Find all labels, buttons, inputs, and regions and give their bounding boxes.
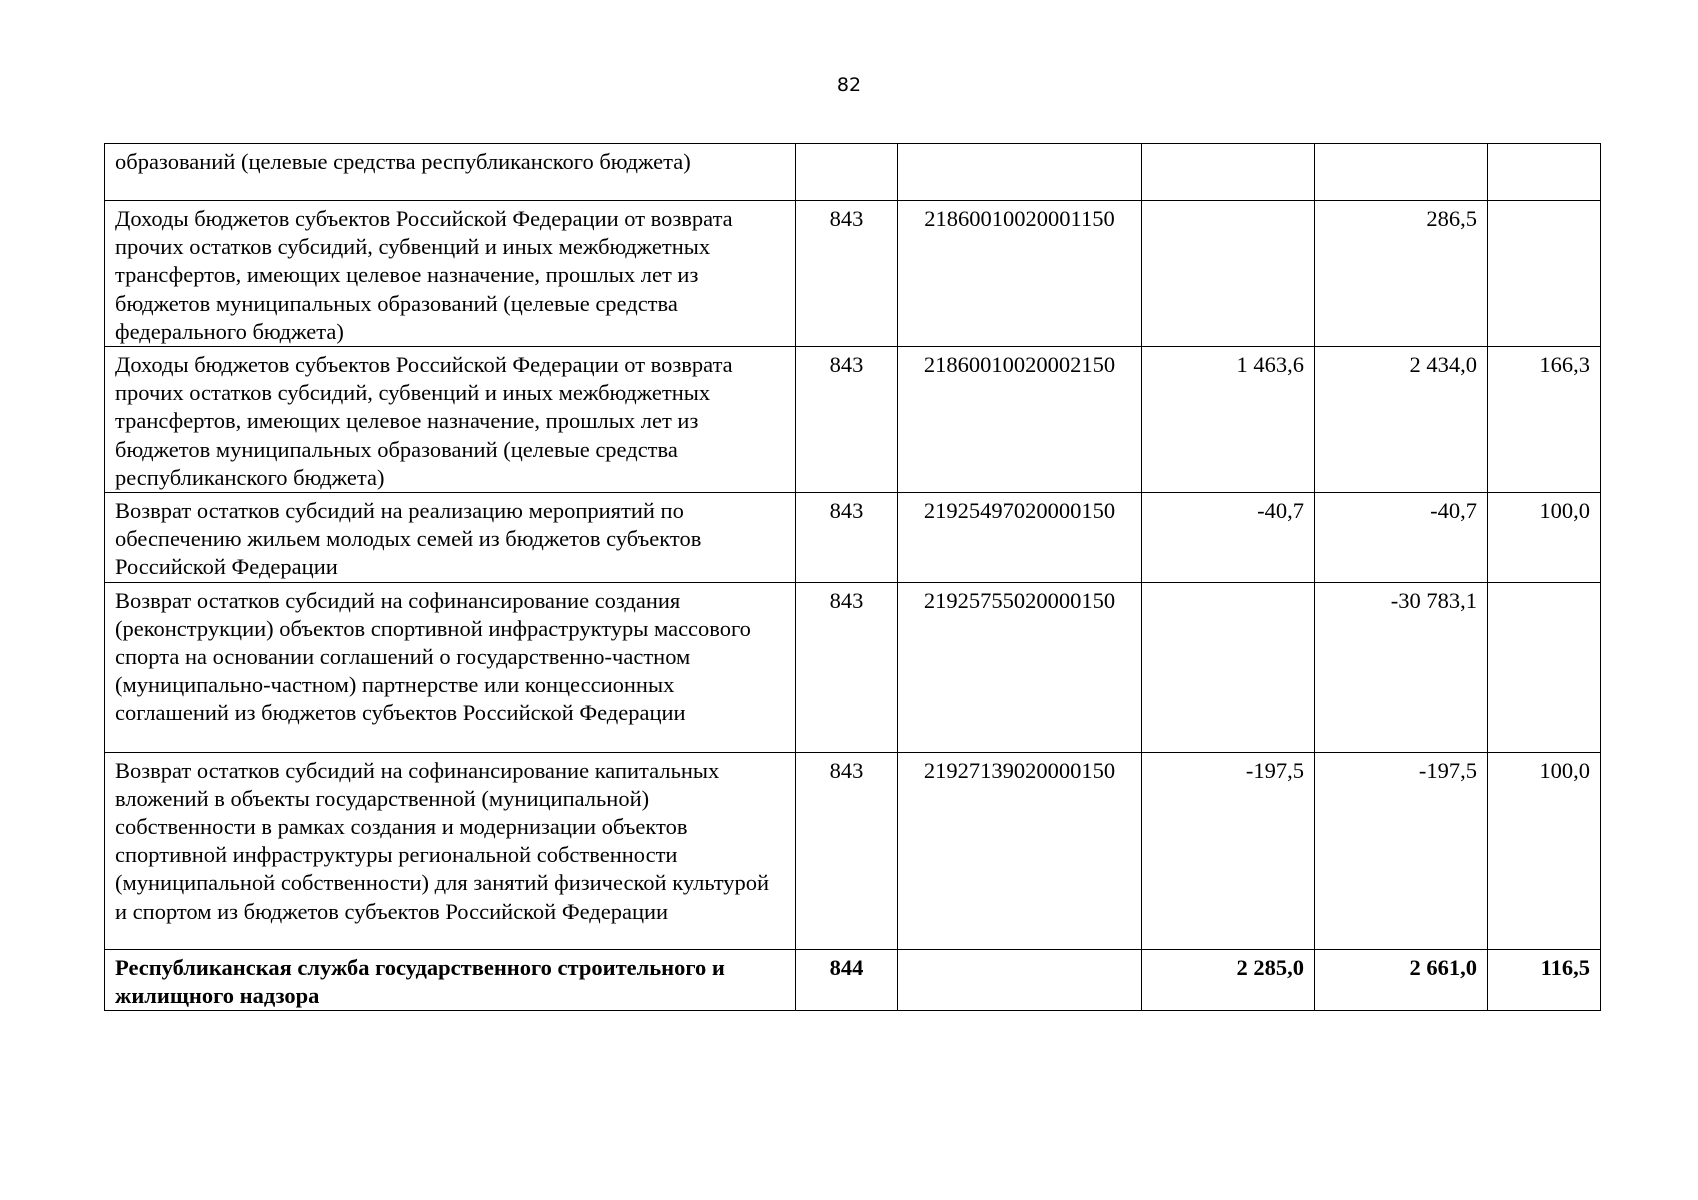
row-actual-value: -30 783,1 xyxy=(1315,582,1488,752)
row-plan-value: 2 285,0 xyxy=(1142,949,1315,1010)
row-actual-value xyxy=(1315,144,1488,201)
row-percent-value: 100,0 xyxy=(1488,752,1601,949)
row-description: Возврат остатков субсидий на софинансирование капитальных вложений в объекты государственной (муниципальной) собственности в рамках создания и модернизации объектов спортивной инфраструктуры региональной собственности (муниципальной собственности) для занятий физической культурой и спортом из бюджетов субъектов Российской Федерации xyxy=(105,752,796,949)
table-row xyxy=(105,582,1601,752)
table-row-total xyxy=(105,949,1601,1010)
row-plan-value xyxy=(1142,144,1315,201)
row-actual-value: 286,5 xyxy=(1315,201,1488,347)
row-admin-code: 844 xyxy=(796,949,898,1010)
row-budget-code: 21925497020000150 xyxy=(898,493,1142,583)
row-description: Доходы бюджетов субъектов Российской Федерации от возврата прочих остатков субсидий, субвенций и иных межбюджетных трансфертов, имеющих целевое назначение, прошлых лет из бюджетов муниципальных образований (целевые средства республиканского бюджета) xyxy=(105,347,796,493)
row-admin-code xyxy=(796,144,898,201)
page-number: 82 xyxy=(836,74,862,96)
row-plan-value: -40,7 xyxy=(1142,493,1315,583)
row-percent-value: 116,5 xyxy=(1488,949,1601,1010)
row-admin-code: 843 xyxy=(796,493,898,583)
row-admin-code: 843 xyxy=(796,752,898,949)
row-budget-code: 21927139020000150 xyxy=(898,752,1142,949)
row-actual-value: 2 661,0 xyxy=(1315,949,1488,1010)
row-budget-code: 21860010020001150 xyxy=(898,201,1142,347)
budget-table xyxy=(104,143,1601,1011)
row-plan-value xyxy=(1142,582,1315,752)
row-admin-code: 843 xyxy=(796,582,898,752)
row-percent-value xyxy=(1488,144,1601,201)
row-actual-value: 2 434,0 xyxy=(1315,347,1488,493)
row-plan-value xyxy=(1142,201,1315,347)
row-plan-value: -197,5 xyxy=(1142,752,1315,949)
row-description: Доходы бюджетов субъектов Российской Федерации от возврата прочих остатков субсидий, субвенций и иных межбюджетных трансфертов, имеющих целевое назначение, прошлых лет из бюджетов муниципальных образований (целевые средства федерального бюджета) xyxy=(105,201,796,347)
row-description: Возврат остатков субсидий на реализацию мероприятий по обеспечению жильем молодых семей из бюджетов субъектов Российской Федерации xyxy=(105,493,796,583)
table-row xyxy=(105,347,1601,493)
row-description: Республиканская служба государственного строительного и жилищного надзора xyxy=(105,949,796,1010)
row-admin-code: 843 xyxy=(796,201,898,347)
row-description: образований (целевые средства республиканского бюджета) xyxy=(105,144,796,201)
row-description: Возврат остатков субсидий на софинансирование создания (реконструкции) объектов спортивной инфраструктуры массового спорта на основании соглашений о государственно-частном (муниципально-частном) партнерстве или концессионных соглашений из бюджетов субъектов Российской Федерации xyxy=(105,582,796,752)
row-budget-code: 21925755020000150 xyxy=(898,582,1142,752)
table-row xyxy=(105,493,1601,583)
row-actual-value: -40,7 xyxy=(1315,493,1488,583)
row-budget-code xyxy=(898,949,1142,1010)
row-percent-value xyxy=(1488,201,1601,347)
row-admin-code: 843 xyxy=(796,347,898,493)
row-plan-value: 1 463,6 xyxy=(1142,347,1315,493)
row-percent-value: 166,3 xyxy=(1488,347,1601,493)
table-row xyxy=(105,752,1601,949)
row-budget-code: 21860010020002150 xyxy=(898,347,1142,493)
table-row xyxy=(105,144,1601,201)
row-percent-value xyxy=(1488,582,1601,752)
table-row xyxy=(105,201,1601,347)
row-budget-code xyxy=(898,144,1142,201)
row-percent-value: 100,0 xyxy=(1488,493,1601,583)
row-actual-value: -197,5 xyxy=(1315,752,1488,949)
